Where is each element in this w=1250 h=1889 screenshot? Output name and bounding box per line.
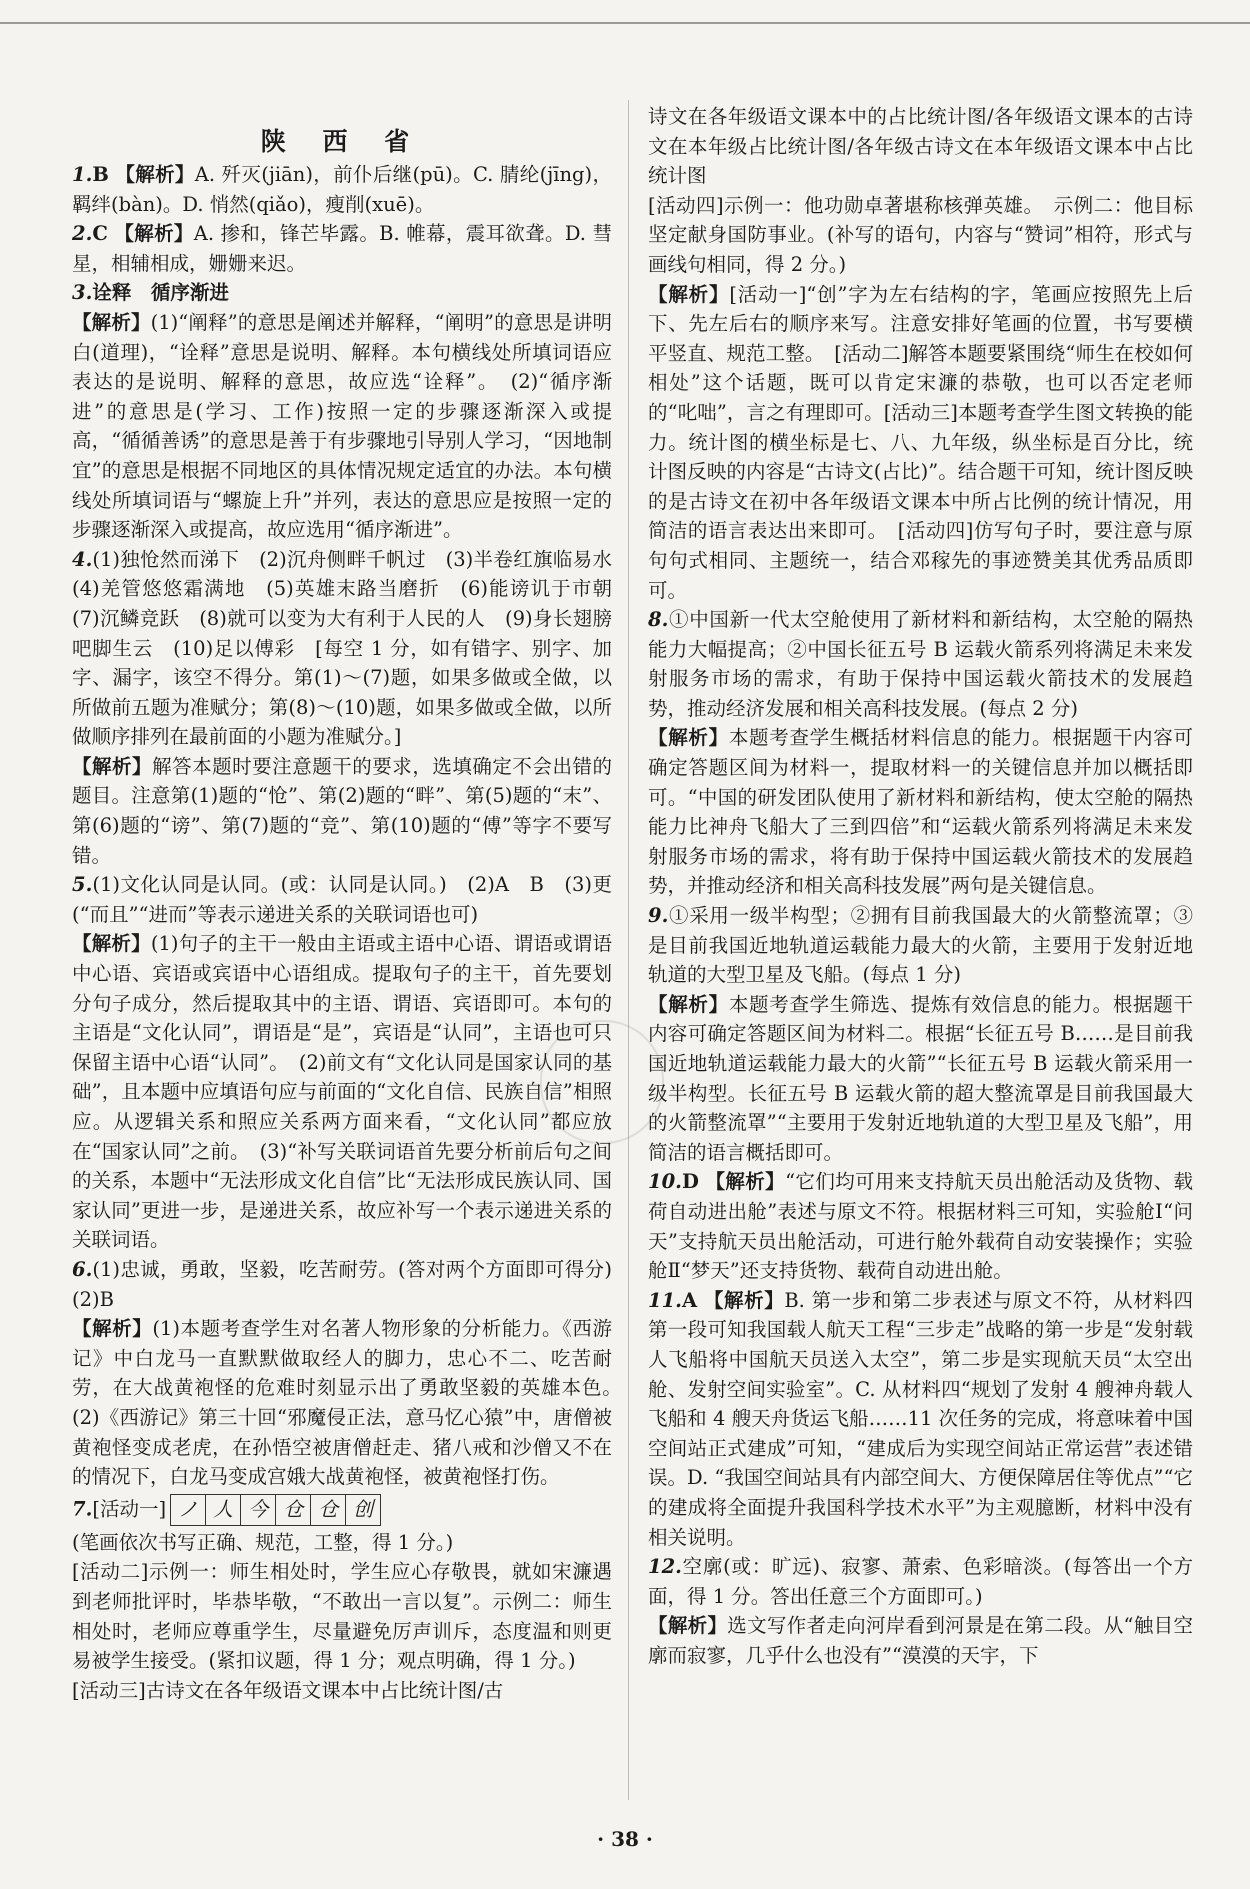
item-tag: 【解析】 xyxy=(648,282,730,306)
item-num: 4. xyxy=(72,547,93,571)
right-column xyxy=(648,102,1193,1670)
left-paragraph xyxy=(72,929,612,1255)
right-paragraph xyxy=(648,990,1193,1168)
left-paragraph xyxy=(72,219,612,278)
right-paragraph xyxy=(648,1286,1193,1552)
item-text: 诗文在各年级语文课本中的占比统计图/各年级语文课本的古诗文在本年级占比统计图/各年级古诗文在本年级语文课本中占比统计图 xyxy=(648,105,1193,188)
item-num: 12. xyxy=(648,1555,682,1579)
q7-act1-note: (笔画依次书写正确、规范，工整，得 1 分。) xyxy=(72,1530,454,1554)
item-tag: 【解析】 xyxy=(114,222,194,246)
left-paragraph xyxy=(72,308,612,545)
right-paragraph xyxy=(648,605,1193,723)
stroke-order-grid xyxy=(170,1494,381,1526)
item-num: 6. xyxy=(72,1257,93,1281)
left-paragraph xyxy=(72,545,632,752)
item-tag: 【解析】 xyxy=(72,1317,153,1341)
item-tag: 【解析】 xyxy=(648,726,729,750)
item-text: ①中国新一代太空舱使用了新材料和新结构，太空舱的隔热能力大幅提高；②中国长征五号 B 运载火箭系列将满足未来发射服务市场的需求，有助于保持中国运载火箭技术的发展趋势，推动经济发展和相关高科技发展。(每点 2 分) xyxy=(648,608,1193,720)
right-paragraph xyxy=(648,102,1193,191)
item-ans: 诠释 循序渐进 xyxy=(92,281,229,305)
item-ans: B xyxy=(92,163,109,186)
left-paragraph xyxy=(72,752,612,870)
right-paragraph xyxy=(648,1611,1193,1670)
item-num: 2. xyxy=(72,222,93,246)
item-num: 8. xyxy=(648,608,669,632)
item-text: 空廓(或：旷远)、寂寥、萧索、色彩暗淡。(每答出一个方面，得 1 分。答出任意三个方面即可。) xyxy=(648,1555,1193,1608)
item-text: (1)“阐释”的意思是阐述并解释，“阐明”的意思是讲明白(道理)，“诠释”意思是说明、解释。本句横线处所填词语应表达的是说明、解释的意思，故应选“诠释”。 (2)“循序渐进”的意思是(学习、工作)按照一定的步骤逐渐深入或提高，“循循善诱”的意思是善于有步骤地引导别人学习，“因地制宜”的意思是根据不同地区的具体情况规定适宜的办法。本句横线处所填词语与“螺旋上升”并列，表达的意思应是按照一定的步骤逐渐深入或提高，故应选用“循序渐进”。 xyxy=(72,310,612,542)
stroke-step-cell: ノ xyxy=(171,1495,206,1525)
item-text: (1)句子的主干一般由主语或主语中心语、谓语或谓语中心语、宾语或宾语中心语组成。提取句子的主干，首先要划分句子成分，然后提取其中的主语、谓语、宾语即可。本句的主语是“文化认同”，谓语是“是”，宾语是“认同”，主语也可只保留主语中心语“认同”。 (2)前文有“文化认同是国家认同的基础”，且本题中应填语句应与前面的“文化自信、民族自信”相照应。从逻辑关系和照应关系两方面来看，“文化认同”都应放在“国家认同”之前。 (3)“补写关联词语首先要分析前后句之间的关系，本题中“无法形成文化自信”比“无法形成民族认同、国家认同”更进一步，是递进关系，故应补写一个表示递进关系的关联词语。 xyxy=(72,932,612,1252)
item-text: [活动四]示例一：他功勋卓著堪称核弹英雄。 示例二：他目标坚定献身国防事业。(补写的语句，内容与“赞词”相符，形式与画线句相同，得 2 分。) xyxy=(648,193,1193,276)
item-num: 3. xyxy=(72,281,93,305)
item-tag: 【解析】 xyxy=(72,932,151,956)
q7-act2: [活动二]示例一：师生相处时，学生应心存敬畏，就如宋濂遇到老师批评时，毕恭毕敬，“不敢出一言以复”。示例二：师生相处时，老师应尊重学生，尽量避免厉声训斥，态度温和则更易被学生接受。(紧扣议题，得 1 分；观点明确，得 1 分。) xyxy=(72,1560,612,1673)
activity-one-label: [活动一] xyxy=(92,1497,167,1521)
right-paragraph xyxy=(648,901,1193,990)
left-paragraph xyxy=(72,870,612,929)
left-paragraph xyxy=(72,1255,632,1314)
item-ans: C xyxy=(92,222,108,246)
item-text: B. 第一步和第二步表述与原文不符，从材料四第一段可知我国载人航天工程“三步走”战略的第一步是“发射载人飞船将中国航天员送入太空”，第二步是实现航天员“太空出舱、发射空间实验室”。C. 从材料四“规划了发射 4 艘神舟载人飞船和 4 艘天舟货运飞船……11 次任务的完成，将意味着中国空间站正式建成”可知，“建成后为实现空间站正常运营”表述错误。D. “我国空间站具有内部空间大、方便保障居住等优点”“它的建成将全面提升我国科学技术水平”为主观臆断，材料中没有相关说明。 xyxy=(648,1288,1193,1549)
stroke-step-cell: 人 xyxy=(206,1495,241,1525)
item-text: (1)文化认同是认同。(或：认同是认同。) (2)A B (3)更(“而且”“进而”等表示递进关系的关联词语也可) xyxy=(72,873,612,926)
item-num: 9. xyxy=(648,904,669,928)
item-tag: 【解析】 xyxy=(72,310,151,334)
item-tag: 【解析】 xyxy=(705,1170,786,1194)
item-num: 1. xyxy=(72,163,93,186)
right-paragraph xyxy=(648,280,1193,606)
item-tag: 【解析】 xyxy=(72,754,153,778)
stroke-step-cell: 今 xyxy=(241,1495,276,1525)
item-num: 10. xyxy=(648,1170,682,1194)
item-tag: 【解析】 xyxy=(703,1288,785,1312)
right-paragraph xyxy=(648,191,1193,280)
item-text: A. 歼灭(jiān)，前仆后继(pū)。C. 腈纶(jīng)，羁绊(bàn)。D. 悄然(qiǎo)，瘦削(xuē)。 xyxy=(72,163,612,216)
item-ans: A xyxy=(681,1288,698,1312)
left-paragraph xyxy=(72,1314,632,1492)
right-paragraph xyxy=(648,1552,1193,1611)
item-text: ①采用一级半构型；②拥有目前我国最大的火箭整流罩；③是目前我国近地轨道运载能力最大的火箭，主要用于发射近地轨道的大型卫星及飞船。(每点 1 分) xyxy=(648,904,1193,987)
item-text: “它们均可用来支持航天员出舱活动及货物、载荷自动进出舱”表述与原文不符。根据材料三可知，实验舱Ⅰ“问天”支持航天员出舱活动，可进行舱外载荷自动安装操作；实验舱Ⅱ“梦天”还支持货物、载荷自动进出舱。 xyxy=(648,1170,1193,1283)
item-tag: 【解析】 xyxy=(115,163,195,186)
item-text: 选文写作者走向河岸看到河景是在第二段。从“触目空廓而寂寥，几乎什么也没有”“漠漠的天宇，下 xyxy=(648,1614,1193,1667)
scan-top-edge xyxy=(0,22,1250,24)
q7-act3: [活动三]古诗文在各年级语文课本中占比统计图/古 xyxy=(72,1678,504,1702)
stroke-step-cell: 仓 xyxy=(276,1495,311,1525)
right-paragraph xyxy=(648,723,1193,901)
stroke-step-cell: 仓 xyxy=(311,1495,346,1525)
item-text: 本题考查学生概括材料信息的能力。根据题干内容可确定答题区间为材料一，提取材料一的关键信息并加以概括即可。“中国的研发团队使用了新材料和新结构，使太空舱的隔热能力比神舟飞船大了三到四倍”和“运载火箭系列将满足未来发射服务市场的需求，将有助于保持中国运载火箭技术的发展趋势，并推动经济和相关高科技发展”两句是关键信息。 xyxy=(648,726,1193,898)
item-ans: D xyxy=(681,1170,699,1194)
item-text: (1)本题考查学生对名著人物形象的分析能力。《西游记》中白龙马一直默默做取经人的脚力，忠心不二、吃苦耐劳，在大战黄袍怪的危难时刻显示出了勇敢坚毅的英雄本色。 (2)《西游记》第三十回“邪魔侵正法，意马忆心猿”中，唐僧被黄袍怪变成老虎，在孙悟空被唐僧赶走、猪八戒和沙僧又不在的情况下，白龙马变成宫娥大战黄袍怪，被黄袍怪打伤。 xyxy=(72,1317,632,1489)
q7-paragraph xyxy=(72,1492,612,1528)
item-text: (1)独怆然而涕下 (2)沉舟侧畔千帆过 (3)半卷红旗临易水 (4)羌管悠悠霜满地 (5)英雄末路当磨折 (6)能谤讥于市朝 (7)沉鳞竞跃 (8)就可以变为大有利于人民的人 (9)身长翅膀吧脚生云 (10)足以傅彩 [每空 1 分，如有错字、别字、加字、漏字，该空不得分。第(1)～(7)题，如果多做或全做，以所做前五题为准赋分；第(8)～(10)题，如果多做或全做，以所做顺序排列在最前面的小题为准赋分。] xyxy=(72,547,632,749)
item-text: A. 掺和，锋芒毕露。B. 帷幕，震耳欲聋。D. 彗星，相辅相成，姗姗来迟。 xyxy=(72,222,612,275)
right-paragraph xyxy=(648,1167,1193,1285)
left-paragraph xyxy=(72,278,612,308)
item-text: 本题考查学生筛选、提炼有效信息的能力。根据题干内容可确定答题区间为材料二。根据“长征五号 B……是目前我国近地轨道运载能力最大的火箭”“长征五号 B 运载火箭采用一级半构型。长征五号 B 运载火箭的超大整流罩是目前我国最大的火箭整流罩”“主要用于发射近地轨道的大型卫星及飞船”，用简洁的语言概括即可。 xyxy=(648,992,1193,1164)
item-text: (1)忠诚，勇敢，坚毅，吃苦耐劳。(答对两个方面即可得分) (2)B xyxy=(72,1257,632,1311)
item-text: 解答本题时要注意题干的要求，选填确定不会出错的题目。注意第(1)题的“怆”、第(2)题的“畔”、第(5)题的“末”、第(6)题的“谤”、第(7)题的“竞”、第(10)题的“傅”等字不要写错。 xyxy=(72,754,612,867)
item-num: 11. xyxy=(648,1288,682,1312)
stroke-step-cell: 创 xyxy=(353,1496,374,1521)
column-divider xyxy=(628,100,629,1800)
left-column xyxy=(72,160,632,1705)
page-number: · 38 · xyxy=(597,1827,653,1851)
item-tag: 【解析】 xyxy=(648,992,729,1016)
item-num: 7. xyxy=(72,1497,93,1521)
item-tag: 【解析】 xyxy=(648,1614,728,1638)
left-paragraph xyxy=(72,160,612,219)
item-text: [活动一]“创”字为左右结构的字，笔画应按照先上后下、先左后右的顺序来写。注意安排好笔画的位置，书写要横平竖直、规范工整。 [活动二]解答本题要紧围绕“师生在校如何相处”这个话题，既可以肯定宋濂的恭敬，也可以否定老师的“叱咄”，言之有理即可。[活动三]本题考查学生图文转换的能力。统计图的横坐标是七、八、九年级，纵坐标是百分比，统计图反映的内容是“古诗文(占比)”。结合题干可知，统计图反映的是古诗文在初中各年级语文课本中所占比例的统计情况，用简洁的语言表达出来即可。 [活动四]仿写句子时，要注意与原句句式相同、主题统一，结合邓稼先的事迹赞美其优秀品质即可。 xyxy=(648,282,1193,602)
page-title: 陕 西 省 xyxy=(260,127,424,156)
item-num: 5. xyxy=(72,873,93,897)
